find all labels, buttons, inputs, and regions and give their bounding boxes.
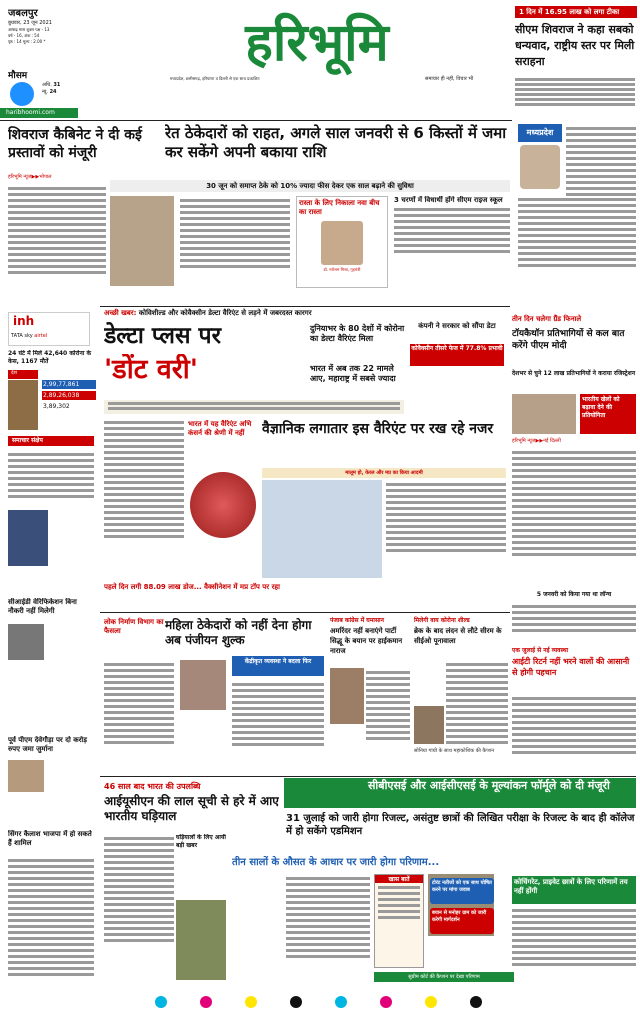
logo-tagline: मध्यप्रदेश, छत्तीसगढ़, हरियाणा व दिल्ली से एक साथ प्रकाशित	[170, 76, 260, 81]
left-col-text2	[8, 856, 94, 996]
mid-photo	[180, 660, 226, 710]
logo-text: हरिभूमि	[245, 13, 389, 73]
covid-strip	[104, 400, 404, 414]
covid-sub-head: वैज्ञानिक लगातार इस वैरिएंट पर रख रहे नजर	[262, 421, 494, 437]
stats-values	[42, 380, 96, 411]
gharial-photo	[176, 900, 226, 980]
stat-3: 3,89,302	[43, 403, 70, 410]
cid-head: सीआईडी वेरिफिकेशन बिना नौकरी नहीं मिलेगी	[8, 598, 77, 615]
website[interactable]: haribhoomi.com	[6, 109, 55, 116]
reg-cyan-2	[335, 996, 347, 1008]
mp-badge: मध्यप्रदेश	[518, 124, 562, 142]
weather-label: मौसम	[8, 71, 28, 81]
cabinet-byline: हरिभूमि न्यूज▶▶भोपाल	[8, 174, 52, 180]
weather-icon	[10, 82, 34, 106]
cbse-sub: 31 जुलाई को जारी होगा रिजल्ट, असंतुष्ट छात्रों की लिखित परीक्षा के रिजल्ट के बाद ही कॉलेज में हो सकेंगे एडमिशन	[286, 813, 635, 837]
mid-a3: पंजाब कांग्रेस में घमासान	[330, 617, 384, 624]
max-label: अधि.	[42, 82, 52, 88]
amarinder-photo	[330, 668, 364, 724]
covid-kicker	[104, 309, 504, 318]
lead-headline: रेत ठेकेदारों को राहत, अगले साल जनवरी से 6 किस्तों में जमा कर सकेंगे अपनी बकाया राशि	[165, 124, 507, 161]
modi-photo	[512, 394, 576, 434]
desh-tag: देश	[8, 370, 38, 379]
mid-a2-text	[232, 680, 324, 770]
masthead-left	[8, 8, 72, 74]
ad-inh[interactable]	[8, 312, 90, 346]
rc-byline: हरिभूमि न्यूज▶▶नई दिल्ली	[512, 438, 561, 444]
min-temp: 24	[49, 89, 57, 95]
reg-magenta-2	[380, 996, 392, 1008]
rc-text2	[512, 602, 636, 642]
lead-box	[296, 196, 388, 288]
covid-deck1: दुनियाभर के 80 देशों में कोरोना का डेल्टा वैरिएंट मिला	[310, 324, 405, 343]
top-right-head: सीएम शिवराज ने कहा सबको धन्यवाद, राष्ट्रीय स्तर पर मिली सराहना	[515, 23, 635, 68]
mid-caption: सोनिया गांधी के साथ महाकोशिक की कैप्शन	[414, 748, 495, 754]
bottom-kicker: 46 साल बाद भारत की उपलब्धि	[104, 782, 201, 791]
virus-image	[190, 472, 256, 538]
covid-kicker-text: कोविशील्ड और कोवैक्सीन डेल्टा वैरिएंट से लड़ने में जबरदस्त कारगर	[138, 309, 312, 317]
covid-head1: डेल्टा प्लस पर	[104, 323, 222, 349]
top-right-body	[515, 76, 635, 126]
ad-tatasky: TATA sky	[11, 333, 33, 339]
cbse-head: सीबीएसई और आईसीएसई के मूल्यांकन फॉर्मूले को दी मंजूरी	[284, 778, 636, 808]
registration-marks	[140, 996, 500, 1010]
lead-box-head: रास्ता के लिए निकाला नवा बीच का रास्ता	[299, 199, 380, 216]
khas-baatein	[374, 874, 424, 968]
covid-deck2: भारत में अब तक 22 मामले आए, महाराष्ट्र में सबसे ज्यादा	[310, 364, 396, 383]
ad-inh-logo: inh	[13, 314, 35, 328]
bottom-right-text	[512, 906, 636, 986]
lead-photo	[110, 196, 174, 286]
stat-1: 2,99,77,861	[42, 380, 96, 389]
mid-a2: महिला ठेकेदारों को नहीं देना होगा अब पंजीयन शुल्क	[165, 618, 312, 647]
mid-a1: लोक निर्माण विभाग का फैसला	[104, 618, 164, 635]
kailash-head: सिंगर कैलाश भाजपा में हो सकते हैं शामिल	[8, 830, 92, 847]
mid-a2-box: केंद्रीकृत व्यवस्था ने बदला फिर	[232, 656, 324, 676]
covid-col3	[386, 480, 506, 578]
covid-image-caption: मालूम हो, केरल और मप्र का किया आदमी	[262, 468, 506, 478]
reg-black-2	[470, 996, 482, 1008]
edition-city: जबलपुर	[8, 8, 38, 19]
covid-kicker-red: अच्छी खबर:	[104, 309, 137, 317]
minister-photo	[321, 221, 363, 265]
bottom-text	[104, 834, 174, 984]
pill-2: बयान से मनोहर ग्राम को जारी करेगी मार्गदर्शन	[430, 908, 494, 934]
covid-col1	[104, 418, 184, 578]
info-text: सुप्रीम कोर्ट की कैप्शन पर देखा परिणाम	[374, 972, 514, 982]
rc-sub: देशभर से चुने 12 लाख प्रतिभागियों ने कराया रजिस्ट्रेशन	[512, 370, 636, 377]
cid-photo	[8, 624, 44, 660]
rc-bottom: 5 जनवरी को किया गया था लॉन्च	[536, 591, 612, 598]
cbse-text	[286, 874, 370, 984]
ashadh-line: आषाढ़ मास शुक्ल पक्ष - 13	[8, 27, 50, 32]
poonawala-photo	[414, 706, 444, 744]
ad-airtel: airtel	[34, 333, 48, 339]
khas-baatein-head: खास बातें	[375, 875, 423, 883]
stat-2: 2,89,26,038	[42, 391, 96, 400]
mid-a5-head: आईटी रिटर्न नहीं भरने वालों की आसानी से होगी पहचान	[512, 657, 630, 677]
bottom-side: घड़ियालों के लिए आयी बड़ी खबर	[176, 834, 226, 849]
covid-footline: पहले दिन लगी 88.09 लाख डोज... वैक्सीनेशन में मप्र टॉप पर रहा	[104, 583, 280, 591]
top-right-text2	[518, 195, 636, 305]
reg-black	[290, 996, 302, 1008]
mid-a4-head: ब्रेक के बाद लंदन से लौटे सीरम के सीईओ पूनावाला	[414, 627, 502, 645]
max-temp: 31	[53, 82, 61, 88]
logo-tagline-right: समाचार ही नहीं, विचार भी	[425, 76, 474, 82]
lead-box-credit: डॉ. नरोत्तम मिश्रा, गृहमंत्री	[323, 267, 361, 272]
devegowda-photo	[8, 760, 44, 792]
reg-yellow	[245, 996, 257, 1008]
covid-line: 24 घंटे में मिले 42,640 कोरोना के केस, 1167 मौतें	[8, 350, 92, 365]
reg-yellow-2	[425, 996, 437, 1008]
vaccine-photo	[262, 480, 382, 578]
samachar-tag: समाचार संक्षेप	[8, 436, 94, 446]
cabinet-headline: शिवराज कैबिनेट ने दी कई प्रस्तावों को मंजूरी	[8, 127, 142, 161]
rc-badge: भारतीय खेलों को बढ़ावा देने की प्रतियोगिता	[580, 394, 636, 434]
top-right-kicker: 1 दिन में 16.95 लाख को लगा टीका	[515, 6, 637, 18]
lead-col3	[394, 196, 510, 292]
rc-head: टॉयकैथॉन प्रतिभागियों से कल बात करेंगे पीएम मोदी	[512, 329, 625, 351]
stats-box	[8, 380, 38, 430]
mid-a5: एक जुलाई से नई व्यवस्था	[512, 647, 569, 654]
price-line: पृष्ठ : 14 मूल्य : 2.00 *	[8, 39, 46, 44]
lead-text	[180, 196, 290, 292]
weather-box	[8, 68, 80, 108]
min-label: न्यू.	[42, 89, 48, 95]
reg-magenta	[200, 996, 212, 1008]
mid-a1-text	[104, 660, 174, 770]
volume-line: वर्ष - 16, अंक : 54	[8, 33, 40, 38]
mid-a3-text	[366, 668, 410, 768]
lead-strap: 30 जून को समाप्त ठेके को 10% ज्यादा फीस देकर एक साल बढ़ाने की सुविधा	[110, 180, 510, 192]
book-photo	[8, 510, 48, 566]
rc-kicker: तीन दिन चलेगा ग्रैंड फिनाले	[512, 315, 582, 323]
mid-a4: मिलेगी वाय कोरोना शील्ड	[414, 617, 470, 624]
rc-text	[512, 448, 636, 588]
devegowda-head: पूर्व पीएम देवेगौड़ा पर दो करोड़ रुपए जमा जुर्माना	[8, 736, 87, 753]
pill-1: टोरंट नतीजों को एक साथ घोषित करने पर मांगा जवाब	[430, 878, 494, 904]
covid-head2: 'डोंट वरी'	[104, 354, 199, 385]
bottom-head: आईयूसीएन की लाल सूची से हरे में आए भारतीय घड़ियाल	[104, 794, 279, 823]
website-bar[interactable]	[0, 108, 78, 118]
covid-badge: कोवैक्सीन तीसरे फेज में 77.8% प्रभावी	[410, 344, 504, 366]
date-line: बुधवार, 23 जून 2021	[8, 20, 52, 26]
cabinet-text	[8, 184, 106, 304]
reg-cyan	[155, 996, 167, 1008]
covid-company: कंपनी ने सरकार को सौंपा डेटा	[418, 322, 496, 330]
cm-photo	[520, 145, 560, 189]
bottom-right-head: कोचिंगरेट, प्राइवेट छात्रों के लिए परिणामें तय नहीं होंगी	[512, 876, 636, 904]
covid-sidebar: भारत में यह वैरिएंट अभि कंसर्न की श्रेणी में नहीं	[188, 420, 252, 437]
logo	[172, 12, 462, 74]
lead-side-head: 3 चरणों में विधार्थी होंगे सीएम राइज स्कूल	[394, 196, 503, 204]
mid-a3-head: अमरिंदर नहीं बनाएंगे पार्टी सिद्धू के बयान पर हाईकमान नाराज	[330, 627, 403, 655]
cbse-lower: तीन सालों के औसत के आधार पर जारी होगा परिणाम...	[232, 857, 440, 868]
mid-a5-text	[512, 694, 636, 774]
